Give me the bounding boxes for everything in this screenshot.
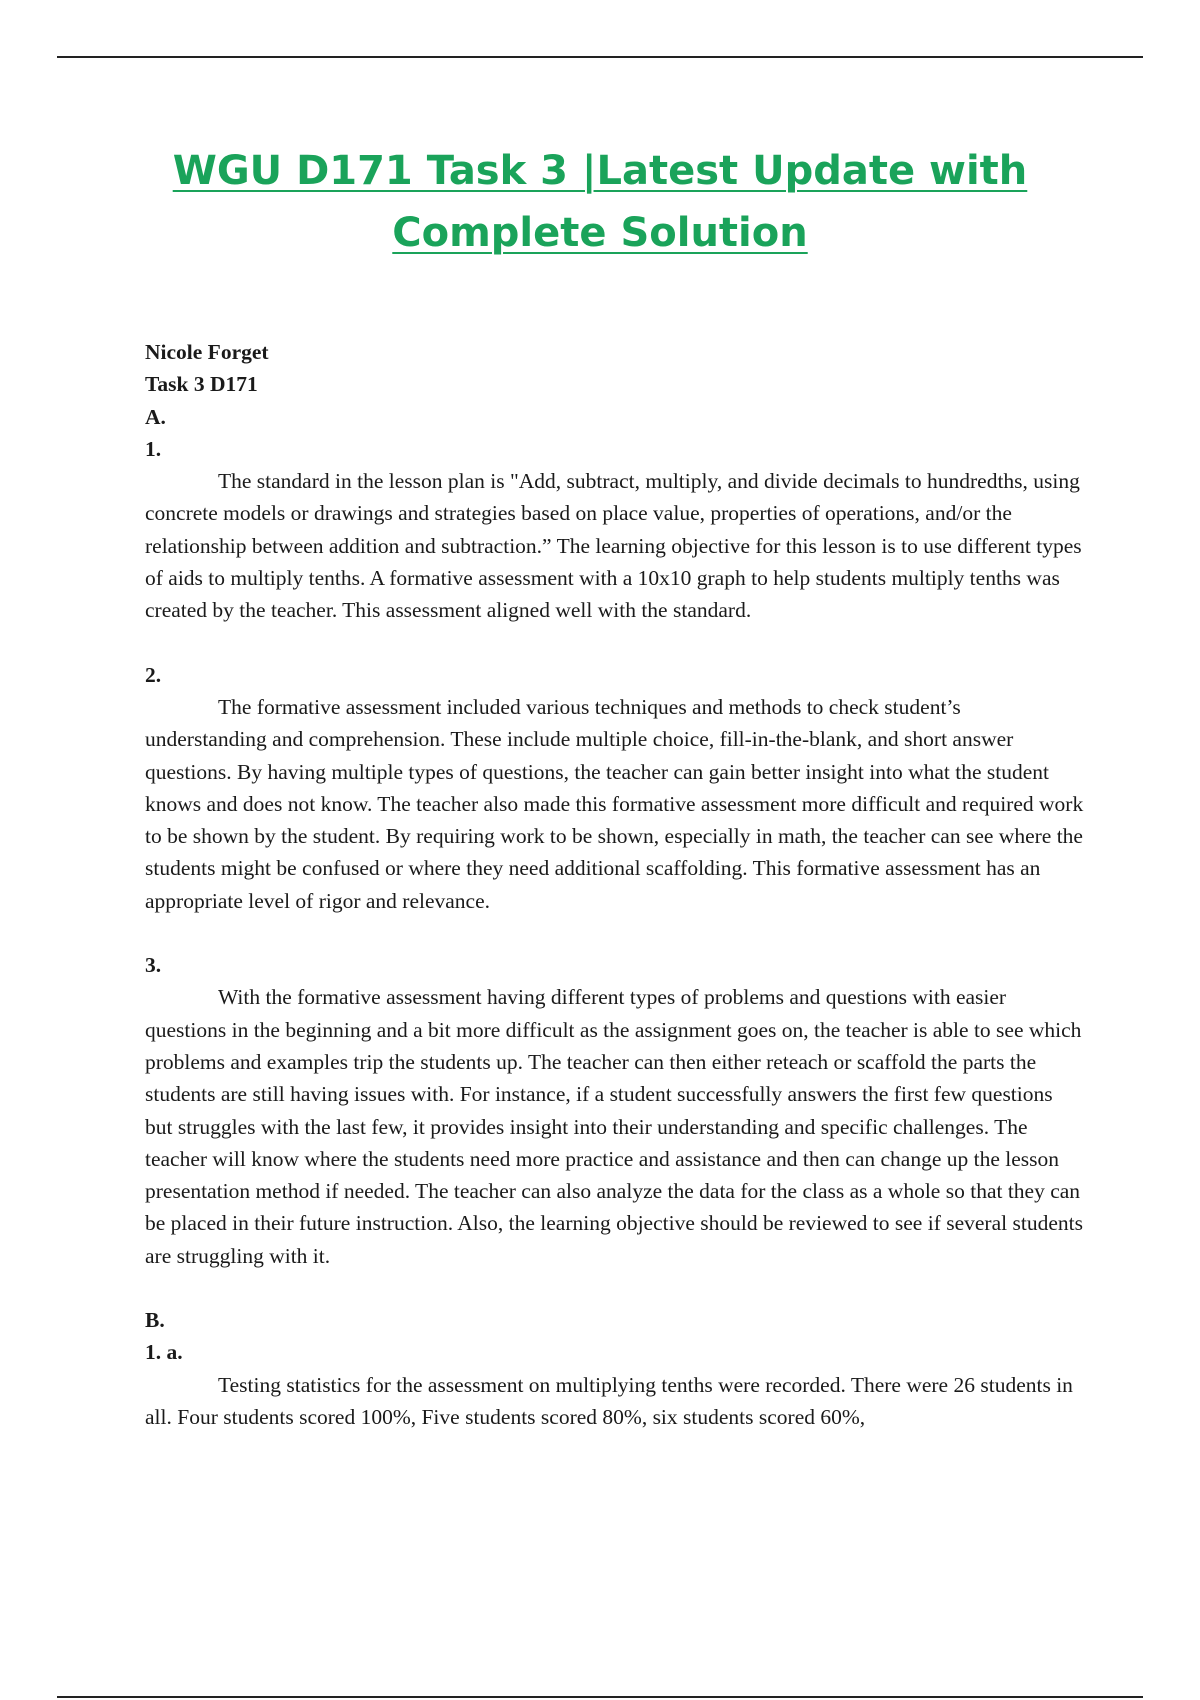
section-a-item-1-paragraph: The standard in the lesson plan is "Add, subtract, multiply, and divide decimals to hundredths, using concrete models or drawings and strategies based on place value, properties of operations, and/or the relationship between addition and subtraction.” The learning objective for this lesson is to use different types of aids to multiply tenths. A formative assessment with a 10x10 graph to help students multiply tenths was created by the teacher. This assessment aligned well with the standard.	[145, 469, 1082, 623]
section-b-heading: B.	[145, 1308, 165, 1333]
title-line-2: Complete Solution	[392, 210, 808, 256]
section-a-item-3-paragraph: With the formative assessment having different types of problems and questions with easier questions in the beginning and a bit more difficult as the assignment goes on, the teacher is able to see which problems and examples trip the students up. The teacher can then either reteach or scaffold the parts the students are still having issues with. For instance, if a student successfully answers the first few questions but struggles with the last few, it provides insight into their understanding and specific challenges. The teacher will know where the students need more practice and assistance and then can change up the lesson presentation method if needed. The teacher can also analyze the data for the class as a whole so that they can be placed in their future instruction. Also, the learning objective should be reviewed to see if several students are struggling with it.	[145, 985, 1083, 1268]
section-a-item-1-label: 1.	[145, 436, 162, 461]
title-line-1: WGU D171 Task 3 |Latest Update with	[172, 148, 1028, 194]
section-a-heading: A.	[145, 404, 166, 429]
spacer	[145, 917, 1085, 949]
document-title	[100, 140, 1100, 264]
section-b-item-1a-paragraph: Testing statistics for the assessment on multiplying tenths were recorded. There were 26 students in all. Four students scored 100%, Five students scored 80%, six students scored 60%,	[145, 1372, 1073, 1429]
spacer	[145, 627, 1085, 659]
task-label: Task 3 D171	[145, 372, 258, 397]
author-name: Nicole Forget	[145, 340, 269, 364]
spacer	[145, 1272, 1085, 1304]
section-b-item-1a-label: 1. a.	[145, 1340, 183, 1365]
section-a-item-2-label: 2.	[145, 662, 162, 687]
section-a-item-3-label: 3.	[145, 953, 162, 978]
document-body	[145, 336, 1085, 1433]
section-a-item-2-paragraph: The formative assessment included various techniques and methods to check student’s understanding and comprehension. These include multiple choice, fill-in-the-blank, and short answer questions. By having multiple types of questions, the teacher can gain better insight into what the student knows and does not know. The teacher also made this formative assessment more difficult and required work to be shown by the student. By requiring work to be shown, especially in math, the teacher can see where the students might be confused or where they need additional scaffolding. This formative assessment has an appropriate level of rigor and relevance.	[145, 694, 1084, 913]
top-divider	[57, 56, 1143, 58]
bottom-divider	[57, 1696, 1143, 1698]
